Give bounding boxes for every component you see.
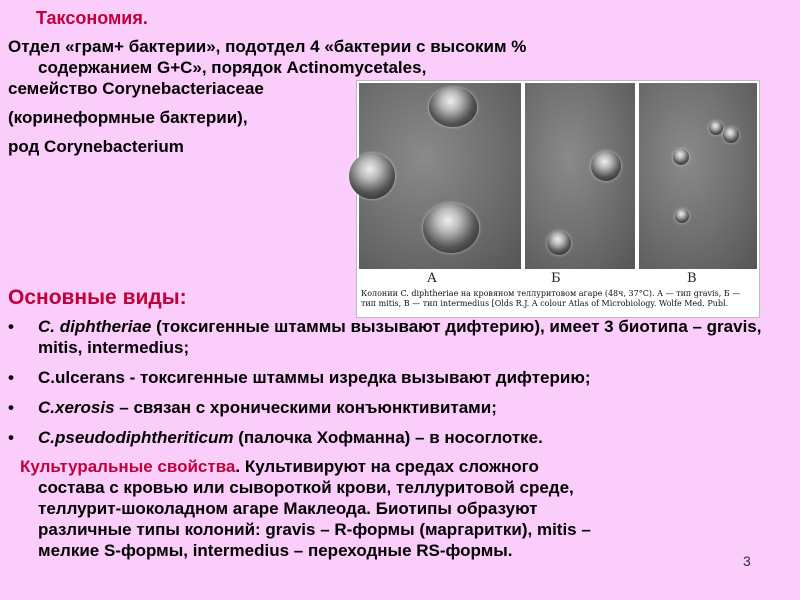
species-text: - токсигенные штаммы изредка вызывают дифтерию; <box>124 368 591 387</box>
bullet-icon: • <box>8 428 14 447</box>
photo-panel-b <box>525 83 635 269</box>
colony <box>429 87 477 127</box>
bullet-icon: • <box>8 317 14 336</box>
caption-line: Колонии C. diphtheriae на кровяном теллуритовом агаре (48ч, 37°C). А — тип gravis, Б — <box>361 289 741 298</box>
bullet-icon: • <box>8 398 14 417</box>
photo-panel-c <box>639 83 757 269</box>
colonies-photo <box>356 80 760 318</box>
page-number: 3 <box>743 553 751 569</box>
culture-line: мелкие S-формы, intermedius – переходные RS-формы. <box>38 541 513 560</box>
colony <box>675 209 689 223</box>
colony <box>423 203 479 253</box>
taxonomy-line: (коринеформные бактерии), <box>8 108 248 127</box>
colony <box>709 121 723 135</box>
colony <box>547 231 571 255</box>
culture-text: . Культивируют на средах сложного <box>235 457 539 476</box>
culture-line: теллурит-шоколадном агаре Маклеода. Биотипы образуют <box>38 499 538 518</box>
colony <box>723 127 739 143</box>
species-name: C.pseudodiphtheriticum <box>38 428 234 447</box>
culture-block <box>8 456 748 561</box>
species-heading: Основные виды: <box>8 286 187 309</box>
colony <box>673 149 689 165</box>
species-item <box>8 427 798 448</box>
species-name: C.ulcerans <box>38 368 125 387</box>
slide-title: Таксономия. <box>36 8 148 28</box>
colony <box>349 153 395 199</box>
species-text: – связан с хроническими конъюнктивитами; <box>114 398 497 417</box>
species-text: (палочка Хофманна) – в носоглотке. <box>233 428 543 447</box>
taxonomy-line: семейство Corynebacteriaceae <box>8 79 264 98</box>
species-text: (токсигенные штаммы вызывают дифтерию), имеет 3 биотипа – gravis, mitis, intermedius; <box>38 317 762 357</box>
culture-heading: Культуральные свойства <box>20 457 236 476</box>
species-item <box>8 367 798 388</box>
species-item <box>8 397 798 418</box>
culture-line: различные типы колоний: gravis – R-формы (маргаритки), mitis – <box>38 520 591 539</box>
culture-line: состава с кровью или сывороткой крови, теллуритовой среде, <box>38 478 574 497</box>
species-name: C. diphtheriae <box>38 317 152 336</box>
panel-label-c: В <box>687 271 697 286</box>
bullet-icon: • <box>8 368 14 387</box>
species-list <box>8 316 798 457</box>
panel-label-a: А <box>427 271 437 286</box>
photo-panel-a <box>359 83 521 269</box>
taxonomy-line: род Corynebacterium <box>8 137 184 156</box>
species-name: C.xerosis <box>38 398 115 417</box>
panel-label-b: Б <box>551 271 561 286</box>
taxonomy-line: Отдел «грам+ бактерии», подотдел 4 «бактерии с высоким % <box>8 37 527 56</box>
taxonomy-line: содержанием G+C», порядок Actinomycetales, <box>38 58 427 77</box>
culture-line <box>8 456 748 477</box>
colony <box>591 151 621 181</box>
figure-caption <box>361 289 755 309</box>
caption-line: тип mitis, В — тип intermedius [Olds R.J. A colour Atlas of Microbiology. Wolfe Med. Publ. <box>361 299 729 308</box>
species-item <box>8 316 798 358</box>
